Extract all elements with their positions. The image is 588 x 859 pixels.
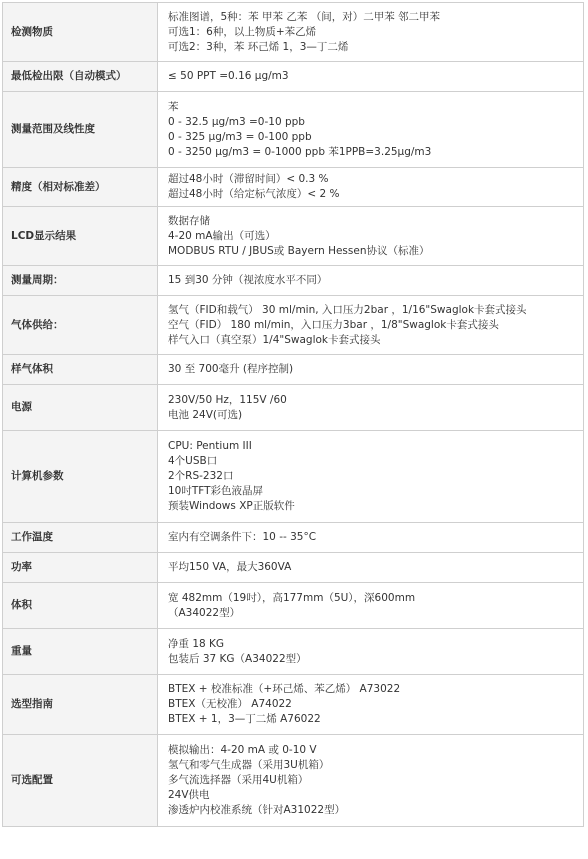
row-label: 计算机参数 (3, 431, 158, 523)
table-row (3, 296, 584, 355)
value-line: 4-20 mA输出（可选） (168, 229, 276, 242)
row-value (158, 385, 584, 431)
value-line: 室内有空调条件下：10 -- 35°C (168, 531, 317, 543)
value-line: 平均150 VA，最大360VA (168, 561, 292, 573)
table-row (3, 553, 584, 583)
row-value (158, 431, 584, 523)
row-value (158, 3, 584, 62)
value-line: 渗透炉内校准系统（针对A31022型） (168, 804, 346, 816)
table-row (3, 3, 584, 62)
row-label: 工作温度 (3, 523, 158, 553)
value-line: 标准图谱，5种：苯 甲苯 乙苯 （间，对）二甲苯 邻二甲苯 (168, 10, 441, 23)
table-row (3, 583, 584, 629)
row-value (158, 207, 584, 266)
value-line: 空气（FID） 180 ml/min，入口压力3bar ，1/8"Swaglok卡套式接头 (168, 318, 499, 331)
table-row (3, 266, 584, 296)
table-row (3, 207, 584, 266)
row-value (158, 675, 584, 735)
row-label: LCD显示结果 (3, 207, 158, 266)
row-label: 测量周期： (3, 266, 158, 296)
value-line: 超过48小时（滞留时间）< 0.3 % (168, 173, 329, 185)
value-line: （A34022型） (168, 606, 241, 619)
value-line: 苯 (168, 100, 179, 113)
value-line: CPU: Pentium III (168, 440, 252, 452)
value-line: 2个RS-232口 (168, 470, 234, 482)
row-label: 功率 (3, 553, 158, 583)
table-row (3, 629, 584, 675)
row-label: 精度（相对标准差） (3, 168, 158, 207)
row-value (158, 583, 584, 629)
value-line: BTEX + 校准标准（+环己烯、苯乙烯） A73022 (168, 683, 401, 695)
value-line: 超过48小时（给定标气浓度）< 2 % (168, 188, 340, 200)
row-value (158, 168, 584, 207)
value-line: 电池 24V(可选) (168, 408, 243, 421)
row-label: 选型指南 (3, 675, 158, 735)
row-value (158, 553, 584, 583)
value-line: 230V/50 Hz，115V /60 (168, 393, 287, 406)
value-line: 可选2：3种，苯 环己烯 1，3—丁二烯 (168, 40, 349, 53)
value-line: 氢气和零气生成器（采用3U机箱） (168, 759, 330, 771)
row-label: 检测物质 (3, 3, 158, 62)
table-row (3, 431, 584, 523)
value-line: BTEX（无校准） A74022 (168, 698, 292, 710)
value-line: 模拟输出：4-20 mA 或 0-10 V (168, 744, 317, 756)
table-row (3, 523, 584, 553)
table-row (3, 735, 584, 827)
value-line: 30 至 700毫升 (程序控制) (168, 363, 294, 375)
value-line: 0 - 3250 μg/m3 = 0-1000 ppb 苯1PPB=3.25μg/m3 (168, 145, 432, 158)
row-value (158, 92, 584, 168)
value-line: ≤ 50 PPT =0.16 μg/m3 (168, 70, 289, 82)
row-value (158, 523, 584, 553)
row-label: 体积 (3, 583, 158, 629)
row-label: 样气体积 (3, 355, 158, 385)
row-value (158, 735, 584, 827)
value-line: MODBUS RTU / JBUS或 Bayern Hessen协议（标准） (168, 244, 430, 257)
table-row (3, 385, 584, 431)
row-value (158, 355, 584, 385)
value-line: 数据存储 (168, 214, 210, 227)
row-label: 重量 (3, 629, 158, 675)
row-label: 电源 (3, 385, 158, 431)
row-value (158, 266, 584, 296)
table-row (3, 168, 584, 207)
row-label: 气体供给： (3, 296, 158, 355)
value-line: 宽 482mm（19吋），高177mm（5U），深600mm (168, 591, 416, 604)
value-line: 预装Windows XP正版软件 (168, 500, 295, 512)
row-label: 可选配置 (3, 735, 158, 827)
table-row (3, 92, 584, 168)
value-line: 15 到30 分钟（视浓度水平不同） (168, 274, 328, 286)
value-line: 氢气（FID和载气） 30 ml/min, 入口压力2bar ，1/16"Swaglok卡套式接头 (168, 303, 527, 316)
row-label: 最低检出限（自动模式） (3, 62, 158, 92)
value-line: BTEX + 1，3—丁二烯 A76022 (168, 713, 321, 725)
value-line: 4个USB口 (168, 455, 218, 467)
row-value (158, 629, 584, 675)
value-line: 可选1：6种，以上物质+苯乙烯 (168, 25, 317, 38)
value-line: 24V供电 (168, 789, 210, 801)
table-row (3, 675, 584, 735)
spec-table (2, 2, 584, 827)
value-line: 样气入口（真空泵）1/4"Swaglok卡套式接头 (168, 333, 381, 346)
table-row (3, 355, 584, 385)
row-label: 测量范围及线性度 (3, 92, 158, 168)
value-line: 净重 18 KG (168, 637, 225, 650)
value-line: 10吋TFT彩色液晶屏 (168, 485, 264, 497)
table-row (3, 62, 584, 92)
value-line: 0 - 325 μg/m3 = 0-100 ppb (168, 130, 312, 143)
row-value (158, 296, 584, 355)
value-line: 0 - 32.5 μg/m3 =0-10 ppb (168, 115, 305, 128)
value-line: 多气流选择器（采用4U机箱） (168, 774, 309, 786)
value-line: 包装后 37 KG（A34022型） (168, 652, 307, 665)
row-value (158, 62, 584, 92)
